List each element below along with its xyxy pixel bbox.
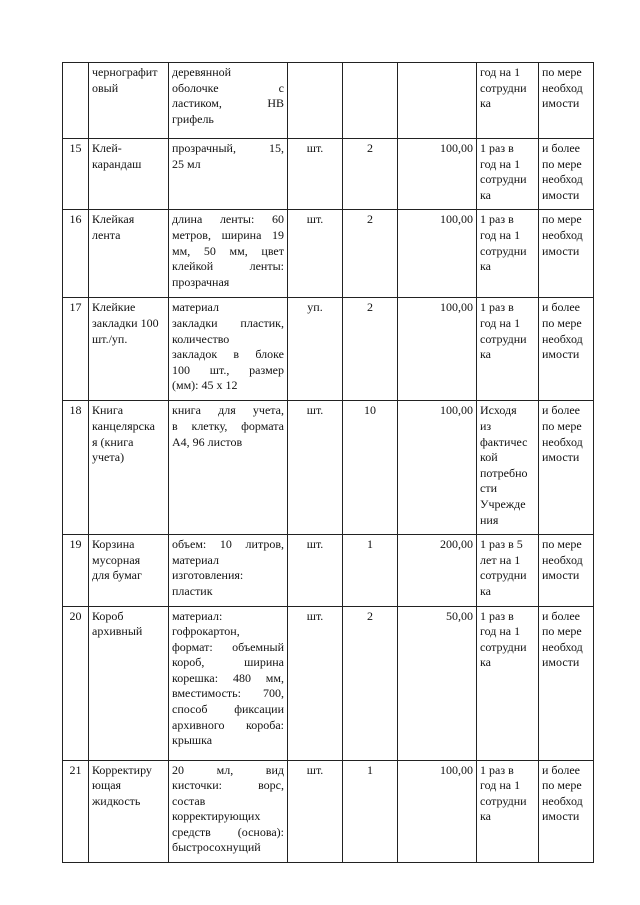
table-row	[63, 298, 594, 401]
unit-cell	[288, 535, 343, 606]
period-cell	[477, 210, 539, 298]
spec-line: материал	[172, 300, 219, 315]
row-number-line: 17	[69, 300, 82, 315]
unit-line: шт.	[306, 608, 324, 623]
supplies-table	[62, 62, 594, 863]
item-name-cell	[89, 760, 169, 863]
note-cell	[539, 535, 594, 606]
item-name-line: закладки 100	[92, 315, 159, 330]
quantity-cell	[343, 298, 398, 401]
period-line: фактичес	[480, 434, 528, 449]
item-name-line: учета)	[92, 450, 125, 465]
table-row	[63, 401, 594, 535]
note-line: по мере	[542, 156, 582, 171]
item-name-line: ющая	[92, 778, 122, 793]
price-cell	[398, 298, 477, 401]
spec-line: клейкой ленты:	[172, 259, 284, 274]
period-line: ния	[480, 512, 499, 527]
period-line: год на 1	[480, 65, 521, 79]
spec-line: закладок в блоке	[172, 347, 284, 362]
quantity-line	[346, 65, 394, 81]
item-name-line: Клей-	[92, 141, 122, 155]
spec-line: состав	[172, 793, 206, 808]
table-row	[63, 139, 594, 210]
note-cell	[539, 401, 594, 535]
note-line: по мере	[542, 65, 582, 79]
price-cell	[398, 401, 477, 535]
period-line: год на 1	[480, 227, 521, 242]
item-spec-cell	[169, 210, 288, 298]
quantity-line: 2	[367, 608, 373, 623]
price-cell	[398, 760, 477, 863]
period-line: ка	[480, 809, 491, 824]
row-number-line: 21	[69, 762, 82, 777]
period-line: из	[480, 418, 492, 433]
spec-line: изготовления:	[172, 568, 244, 583]
period-line: ка	[480, 655, 491, 670]
period-line: сотрудни	[480, 639, 527, 654]
spec-line: кисточки: ворс,	[172, 778, 284, 793]
spec-line: 20 мл, вид	[172, 762, 284, 777]
period-cell	[477, 606, 539, 760]
period-cell	[477, 401, 539, 535]
item-name-cell	[89, 139, 169, 210]
note-line: необход	[542, 331, 583, 346]
period-line: сотрудни	[480, 793, 527, 808]
item-name-cell	[89, 298, 169, 401]
row-number-line: 20	[69, 608, 82, 623]
period-line: ка	[480, 187, 491, 202]
spec-line: быстросохнущий	[172, 840, 261, 855]
spec-line: в клетку, формата	[172, 418, 284, 433]
period-line: Исходя	[480, 403, 517, 418]
price-line: 100,00	[440, 403, 473, 418]
period-line: ка	[480, 96, 491, 111]
item-name-line: Короб	[92, 608, 124, 623]
period-cell	[477, 760, 539, 863]
spec-line: 25 мл	[172, 156, 201, 171]
spec-line: книга для учета,	[172, 403, 284, 418]
note-line: необход	[542, 227, 583, 242]
unit-line: шт.	[306, 212, 324, 227]
item-name-line: Клейкая	[92, 212, 135, 227]
period-line: сотрудни	[480, 172, 527, 187]
item-name-line: архивный	[92, 624, 143, 639]
quantity-line: 1	[367, 762, 373, 777]
note-line: необход	[542, 552, 583, 567]
spec-line: грифель	[172, 111, 214, 126]
price-cell	[398, 210, 477, 298]
item-name-line: лента	[92, 227, 121, 242]
item-name-cell	[89, 210, 169, 298]
quantity-cell	[343, 210, 398, 298]
item-spec-cell	[169, 606, 288, 760]
item-name-line: Книга	[92, 403, 124, 418]
price-cell	[398, 535, 477, 606]
note-cell	[539, 298, 594, 401]
spec-line: оболочке с	[172, 80, 284, 95]
row-number-line: 16	[69, 212, 82, 227]
item-name-line: овый	[92, 80, 119, 95]
spec-line: способ фиксации	[172, 702, 284, 717]
note-cell	[539, 606, 594, 760]
price-line: 50,00	[446, 608, 473, 623]
spec-line: длина ленты: 60	[172, 212, 284, 227]
price-cell	[398, 606, 477, 760]
price-line: 200,00	[440, 537, 473, 552]
quantity-line: 2	[367, 141, 373, 155]
period-cell	[477, 535, 539, 606]
unit-line: шт.	[306, 403, 324, 418]
period-line: год на 1	[480, 778, 521, 793]
period-line: ка	[480, 259, 491, 274]
spec-line: архивного короба:	[172, 717, 284, 732]
note-line: по мере	[542, 212, 582, 227]
unit-cell	[288, 298, 343, 401]
note-line: необход	[542, 434, 583, 449]
table-row	[63, 210, 594, 298]
unit-line: шт.	[306, 141, 324, 155]
item-name-line: карандаш	[92, 156, 142, 171]
period-line: сотрудни	[480, 331, 527, 346]
note-cell	[539, 139, 594, 210]
period-line: потребно	[480, 465, 528, 480]
row-number-line: 19	[69, 537, 82, 552]
period-line: год на 1	[480, 315, 521, 330]
period-line: год на 1	[480, 156, 521, 171]
note-line: имости	[542, 450, 580, 465]
note-line: и более	[542, 141, 581, 155]
item-name-cell	[89, 535, 169, 606]
spec-line: 100 шт., размер	[172, 362, 284, 377]
note-line: имости	[542, 568, 580, 583]
note-line: по мере	[542, 778, 582, 793]
note-line: и более	[542, 762, 581, 777]
item-name-line: жидкость	[92, 793, 141, 808]
note-line: по мере	[542, 418, 582, 433]
item-name-cell	[89, 606, 169, 760]
price-line: 100,00	[440, 300, 473, 315]
supplies-table-body	[63, 63, 594, 863]
period-line: 1 раз в	[480, 762, 514, 777]
row-number-line: 15	[69, 141, 82, 155]
item-name-line: я (книга	[92, 434, 134, 449]
item-name-line: Корзина	[92, 537, 135, 552]
note-line: необход	[542, 172, 583, 187]
note-line: имости	[542, 96, 580, 111]
spec-line: метров, ширина 19	[172, 227, 284, 242]
spec-line: закладки пластик,	[172, 315, 284, 330]
unit-cell	[288, 139, 343, 210]
item-spec-cell	[169, 401, 288, 535]
row-number-cell	[63, 401, 89, 535]
note-cell	[539, 760, 594, 863]
spec-line: прозрачная	[172, 274, 230, 289]
item-name-line: Клейкие	[92, 300, 136, 315]
note-line: и более	[542, 300, 581, 315]
spec-line: корректирующих	[172, 809, 261, 824]
row-number-cell	[63, 139, 89, 210]
spec-line: прозрачный, 15,	[172, 141, 284, 155]
unit-cell	[288, 63, 343, 139]
spec-line: (мм): 45 x 12	[172, 378, 238, 393]
period-line: сотрудни	[480, 80, 527, 95]
period-line: год на 1	[480, 624, 521, 639]
spec-line: крышка	[172, 733, 213, 748]
row-number-line: 18	[69, 403, 82, 418]
spec-line: А4, 96 листов	[172, 434, 243, 449]
period-line: 1 раз в	[480, 212, 514, 227]
item-name-line: мусорная	[92, 552, 141, 567]
note-line: по мере	[542, 624, 582, 639]
quantity-cell	[343, 535, 398, 606]
period-line: лет на 1	[480, 552, 521, 567]
row-number-cell	[63, 760, 89, 863]
price-line: 100,00	[440, 212, 473, 227]
spec-line: пластик	[172, 583, 213, 598]
spec-line: гофрокартон,	[172, 624, 240, 639]
price-line: 100,00	[440, 762, 473, 777]
period-line: 1 раз в 5	[480, 537, 523, 552]
item-spec-cell	[169, 298, 288, 401]
spec-line: короб, ширина	[172, 655, 284, 670]
note-line: и более	[542, 608, 581, 623]
note-line: имости	[542, 347, 580, 362]
item-spec-cell	[169, 63, 288, 139]
item-name-cell	[89, 63, 169, 139]
unit-line: шт.	[306, 762, 324, 777]
quantity-cell	[343, 606, 398, 760]
quantity-cell	[343, 401, 398, 535]
unit-cell	[288, 210, 343, 298]
period-line: ка	[480, 583, 491, 598]
row-number-cell	[63, 535, 89, 606]
table-row	[63, 63, 594, 139]
spec-line: материал:	[172, 608, 223, 623]
item-name-line: шт./уп.	[92, 331, 128, 346]
note-cell	[539, 210, 594, 298]
item-name-line: Корректиру	[92, 762, 152, 777]
note-line: по мере	[542, 537, 582, 552]
table-row	[63, 535, 594, 606]
note-line: имости	[542, 655, 580, 670]
item-name-line: для бумаг	[92, 568, 142, 583]
item-spec-cell	[169, 139, 288, 210]
quantity-cell	[343, 63, 398, 139]
row-number-cell	[63, 298, 89, 401]
spec-line: корешка: 480 мм,	[172, 670, 284, 685]
period-cell	[477, 298, 539, 401]
row-number-cell	[63, 63, 89, 139]
period-cell	[477, 63, 539, 139]
note-line: по мере	[542, 315, 582, 330]
period-line: ка	[480, 347, 491, 362]
period-line: сотрудни	[480, 243, 527, 258]
unit-cell	[288, 606, 343, 760]
spec-line: материал	[172, 552, 219, 567]
period-line: сотрудни	[480, 568, 527, 583]
row-number-cell	[63, 606, 89, 760]
period-line: 1 раз в	[480, 300, 514, 315]
spec-line: ластиком, HB	[172, 96, 284, 111]
spec-line: формат: объемный	[172, 639, 284, 654]
table-row	[63, 760, 594, 863]
item-spec-cell	[169, 535, 288, 606]
price-line	[401, 65, 473, 81]
item-name-line: чернографит	[92, 65, 158, 79]
note-line: необход	[542, 793, 583, 808]
unit-line	[291, 65, 339, 81]
period-line: кой	[480, 450, 498, 465]
item-name-line: канцелярска	[92, 418, 155, 433]
item-name-cell	[89, 401, 169, 535]
quantity-line: 2	[367, 212, 373, 227]
spec-line: средств (основа):	[172, 824, 284, 839]
price-cell	[398, 63, 477, 139]
spec-line: объем: 10 литров,	[172, 537, 284, 552]
period-line: Учрежде	[480, 496, 526, 511]
spec-line: деревянной	[172, 65, 232, 79]
item-spec-cell	[169, 760, 288, 863]
period-line: сти	[480, 481, 497, 496]
row-number-line	[66, 65, 85, 81]
spec-line: количество	[172, 331, 230, 346]
unit-line: шт.	[306, 537, 324, 552]
quantity-line: 2	[367, 300, 373, 315]
period-line: 1 раз в	[480, 608, 514, 623]
price-cell	[398, 139, 477, 210]
unit-line: уп.	[307, 300, 323, 315]
note-line: имости	[542, 243, 580, 258]
period-cell	[477, 139, 539, 210]
spec-line: вместимость: 700,	[172, 686, 284, 701]
quantity-cell	[343, 139, 398, 210]
unit-cell	[288, 760, 343, 863]
table-row	[63, 606, 594, 760]
quantity-cell	[343, 760, 398, 863]
quantity-line: 10	[364, 403, 376, 418]
note-line: необход	[542, 80, 583, 95]
quantity-line: 1	[367, 537, 373, 552]
period-line: 1 раз в	[480, 141, 514, 155]
note-cell	[539, 63, 594, 139]
note-line: имости	[542, 809, 580, 824]
spec-line: мм, 50 мм, цвет	[172, 243, 284, 258]
row-number-cell	[63, 210, 89, 298]
unit-cell	[288, 401, 343, 535]
note-line: имости	[542, 187, 580, 202]
price-line: 100,00	[440, 141, 473, 155]
note-line: и более	[542, 403, 581, 418]
note-line: необход	[542, 639, 583, 654]
